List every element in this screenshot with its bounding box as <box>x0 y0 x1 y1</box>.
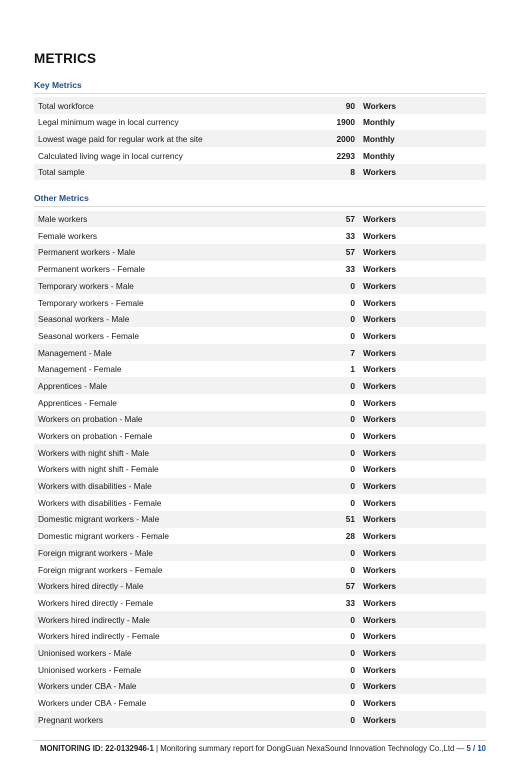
metric-value: 0 <box>350 564 355 575</box>
metric-value: 57 <box>345 247 355 258</box>
footer-dash: — <box>456 744 465 753</box>
table-row <box>34 164 486 181</box>
metric-label: Workers hired directly - Male <box>38 581 144 592</box>
metric-value: 2000 <box>336 133 355 144</box>
metric-value: 0 <box>350 380 355 391</box>
metric-label: Workers with disabilities - Male <box>38 481 152 492</box>
metric-unit: Workers <box>363 330 397 341</box>
metric-unit: Workers <box>363 230 397 241</box>
metric-value: 0 <box>350 464 355 475</box>
table-row <box>34 244 486 261</box>
table-row <box>34 694 486 711</box>
table-row <box>34 561 486 578</box>
metric-label: Foreign migrant workers - Male <box>38 547 153 558</box>
table-row <box>34 461 486 478</box>
metric-value: 1900 <box>336 117 355 128</box>
table-row <box>34 147 486 164</box>
metric-value: 0 <box>350 647 355 658</box>
table-row <box>34 277 486 294</box>
page-number: 5 / 10 <box>466 744 486 753</box>
metric-label: Unionised workers - Male <box>38 647 132 658</box>
metric-unit: Workers <box>363 514 397 525</box>
metric-value: 0 <box>350 297 355 308</box>
metric-label: Female workers <box>38 230 98 241</box>
metric-value: 0 <box>350 397 355 408</box>
metric-label: Male workers <box>38 214 88 225</box>
metric-label: Temporary workers - Male <box>38 280 134 291</box>
footer-separator: | <box>156 744 159 753</box>
metric-label: Seasonal workers - Female <box>38 330 139 341</box>
table-row <box>34 130 486 147</box>
metric-label: Total workforce <box>38 100 94 111</box>
metric-label: Workers with night shift - Female <box>38 464 159 475</box>
metric-value: 0 <box>350 414 355 425</box>
metric-value: 0 <box>350 698 355 709</box>
metric-unit: Workers <box>363 280 397 291</box>
table-row <box>34 327 486 344</box>
metric-value: 51 <box>345 514 355 525</box>
metric-label: Workers with disabilities - Female <box>38 497 162 508</box>
metric-label: Pregnant workers <box>38 714 104 725</box>
metric-label: Workers with night shift - Male <box>38 447 149 458</box>
metric-value: 0 <box>350 631 355 642</box>
key-metrics-table <box>34 97 486 180</box>
table-row <box>34 528 486 545</box>
metric-unit: Workers <box>363 214 397 225</box>
other-metrics-divider <box>34 206 486 207</box>
metric-label: Management - Female <box>38 364 122 375</box>
metric-value: 57 <box>345 581 355 592</box>
metric-label: Domestic migrant workers - Female <box>38 531 169 542</box>
metric-value: 28 <box>345 531 355 542</box>
metric-value: 0 <box>350 330 355 341</box>
page-title: METRICS <box>34 51 97 66</box>
metric-value: 0 <box>350 681 355 692</box>
metric-unit: Workers <box>363 100 397 111</box>
metric-label: Apprentices - Female <box>38 397 117 408</box>
page-footer <box>34 743 486 756</box>
metric-unit: Workers <box>363 264 397 275</box>
footer-divider <box>34 740 486 741</box>
table-row <box>34 511 486 528</box>
metric-value: 8 <box>350 167 355 178</box>
metric-unit: Workers <box>363 347 397 358</box>
metric-unit: Workers <box>363 364 397 375</box>
table-row <box>34 594 486 611</box>
metric-value: 2293 <box>336 150 355 161</box>
metric-label: Calculated living wage in local currency <box>38 150 183 161</box>
table-row <box>34 661 486 678</box>
metric-unit: Workers <box>363 247 397 258</box>
monitoring-id: MONITORING ID: 22-0132946-1 <box>40 744 154 753</box>
metric-label: Workers on probation - Male <box>38 414 143 425</box>
metric-unit: Workers <box>363 698 397 709</box>
table-row <box>34 411 486 428</box>
metric-value: 57 <box>345 214 355 225</box>
metric-label: Workers under CBA - Male <box>38 681 137 692</box>
key-metrics-heading: Key Metrics <box>34 80 82 90</box>
metric-unit: Workers <box>363 167 397 178</box>
metric-unit: Workers <box>363 547 397 558</box>
other-metrics-table <box>34 211 486 728</box>
table-row <box>34 444 486 461</box>
key-metrics-divider <box>34 93 486 94</box>
table-row <box>34 711 486 728</box>
metric-label: Temporary workers - Female <box>38 297 144 308</box>
metric-unit: Monthly <box>363 150 395 161</box>
metric-unit: Monthly <box>363 117 395 128</box>
metric-unit: Workers <box>363 531 397 542</box>
metric-unit: Workers <box>363 597 397 608</box>
metric-label: Seasonal workers - Male <box>38 314 130 325</box>
metric-unit: Workers <box>363 314 397 325</box>
metric-label: Foreign migrant workers - Female <box>38 564 163 575</box>
table-row <box>34 478 486 495</box>
metric-label: Management - Male <box>38 347 112 358</box>
table-row <box>34 294 486 311</box>
table-row <box>34 427 486 444</box>
metric-unit: Workers <box>363 481 397 492</box>
metric-value: 33 <box>345 264 355 275</box>
metric-unit: Workers <box>363 581 397 592</box>
metric-value: 33 <box>345 597 355 608</box>
metric-label: Workers hired indirectly - Male <box>38 614 150 625</box>
metric-value: 0 <box>350 447 355 458</box>
table-row <box>34 394 486 411</box>
table-row <box>34 544 486 561</box>
footer-description: Monitoring summary report for DongGuan NexaSound Innovation Technology Co.,Ltd <box>160 744 455 753</box>
metric-label: Total sample <box>38 167 85 178</box>
table-row <box>34 311 486 328</box>
metric-value: 0 <box>350 497 355 508</box>
metric-unit: Workers <box>363 631 397 642</box>
metric-value: 0 <box>350 431 355 442</box>
metric-value: 0 <box>350 664 355 675</box>
metric-value: 0 <box>350 280 355 291</box>
table-row <box>34 361 486 378</box>
table-row <box>34 114 486 131</box>
metric-unit: Workers <box>363 297 397 308</box>
metric-unit: Monthly <box>363 133 395 144</box>
table-row <box>34 227 486 244</box>
metric-value: 0 <box>350 481 355 492</box>
metric-unit: Workers <box>363 681 397 692</box>
metric-label: Workers on probation - Female <box>38 431 153 442</box>
metric-value: 7 <box>350 347 355 358</box>
metric-unit: Workers <box>363 564 397 575</box>
metric-value: 0 <box>350 314 355 325</box>
metric-value: 0 <box>350 714 355 725</box>
metric-unit: Workers <box>363 664 397 675</box>
table-row <box>34 644 486 661</box>
table-row <box>34 628 486 645</box>
metric-unit: Workers <box>363 414 397 425</box>
metric-unit: Workers <box>363 464 397 475</box>
metric-label: Permanent workers - Male <box>38 247 136 258</box>
table-row <box>34 344 486 361</box>
metric-unit: Workers <box>363 647 397 658</box>
metric-label: Workers hired indirectly - Female <box>38 631 160 642</box>
metric-unit: Workers <box>363 614 397 625</box>
table-row <box>34 211 486 228</box>
metric-unit: Workers <box>363 397 397 408</box>
metric-value: 90 <box>345 100 355 111</box>
metric-label: Workers hired directly - Female <box>38 597 154 608</box>
metric-unit: Workers <box>363 447 397 458</box>
other-metrics-heading: Other Metrics <box>34 193 89 203</box>
table-row <box>34 494 486 511</box>
metric-value: 1 <box>350 364 355 375</box>
metric-value: 33 <box>345 230 355 241</box>
metric-unit: Workers <box>363 380 397 391</box>
metric-label: Legal minimum wage in local currency <box>38 117 179 128</box>
table-row <box>34 678 486 695</box>
metric-label: Domestic migrant workers - Male <box>38 514 160 525</box>
table-row <box>34 611 486 628</box>
metric-label: Apprentices - Male <box>38 380 108 391</box>
metric-unit: Workers <box>363 431 397 442</box>
table-row <box>34 377 486 394</box>
metric-value: 0 <box>350 547 355 558</box>
metric-unit: Workers <box>363 714 397 725</box>
table-row <box>34 97 486 114</box>
metric-label: Unionised workers - Female <box>38 664 142 675</box>
metric-label: Lowest wage paid for regular work at the site <box>38 133 203 144</box>
metric-value: 0 <box>350 614 355 625</box>
metric-unit: Workers <box>363 497 397 508</box>
table-row <box>34 261 486 278</box>
table-row <box>34 578 486 595</box>
metric-label: Permanent workers - Female <box>38 264 145 275</box>
metric-label: Workers under CBA - Female <box>38 698 147 709</box>
